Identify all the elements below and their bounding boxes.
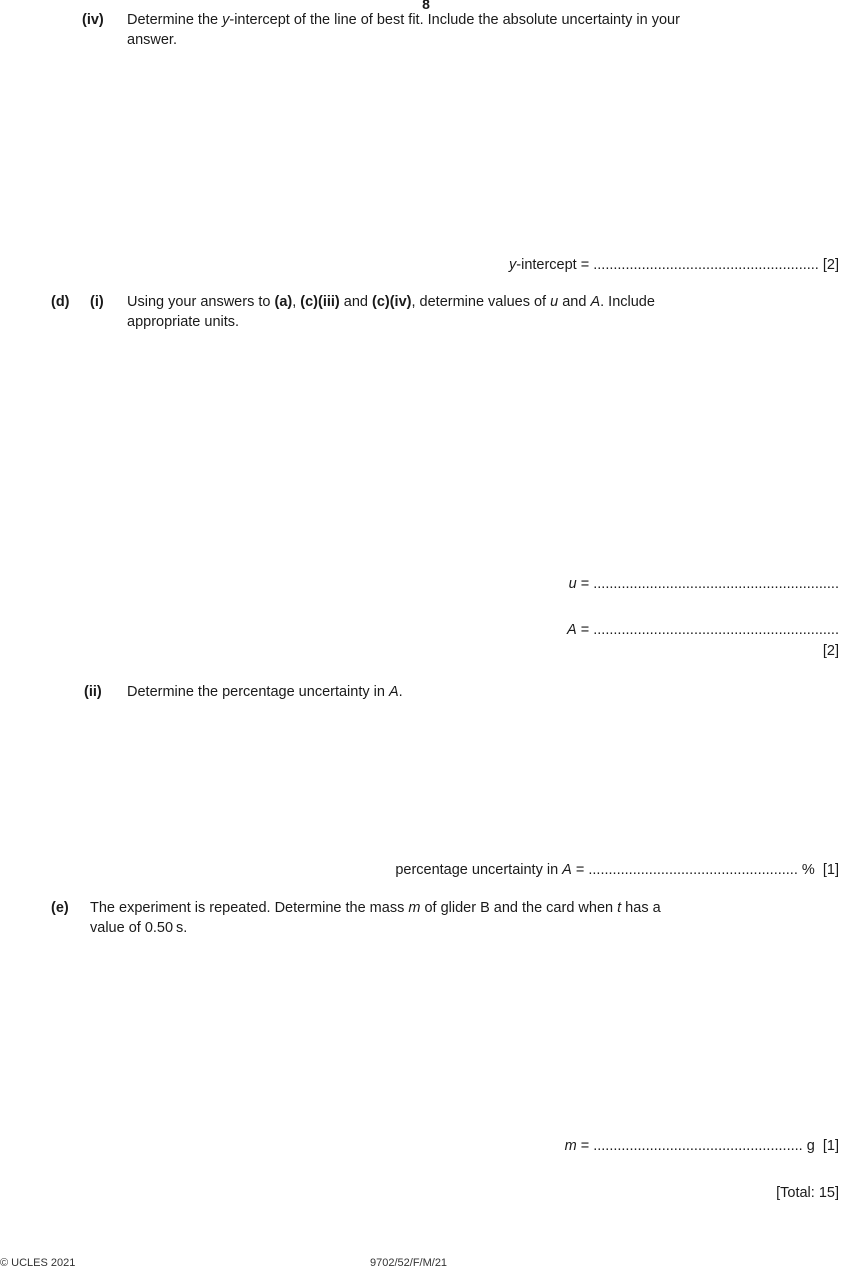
answer-line-m[interactable] bbox=[400, 1136, 839, 1156]
answer-label: -intercept = bbox=[516, 257, 594, 273]
answer-line-a[interactable] bbox=[400, 620, 839, 640]
answer-dots: .................................................... bbox=[588, 862, 798, 878]
answer-dots: ............................................................. bbox=[593, 576, 839, 592]
variable: A bbox=[562, 862, 572, 878]
variable: y bbox=[222, 12, 230, 28]
variable: u bbox=[550, 294, 559, 310]
text-run: Determine the bbox=[127, 12, 223, 28]
variable: u bbox=[568, 576, 577, 592]
question-iv-text bbox=[127, 10, 839, 50]
reference: (a) bbox=[274, 294, 293, 310]
reference: (c)(iii) bbox=[300, 294, 340, 310]
variable: y bbox=[509, 257, 517, 273]
question-d-ii-text bbox=[127, 682, 839, 702]
text-run: . Include bbox=[600, 294, 655, 310]
text-run: has a bbox=[621, 900, 661, 916]
answer-dots: ........................................................ bbox=[593, 257, 819, 273]
unit: % bbox=[801, 862, 815, 878]
variable: t bbox=[617, 900, 622, 916]
answer-dots: .................................................... bbox=[593, 1138, 803, 1154]
copyright: © UCLES 2021 bbox=[0, 1257, 76, 1269]
variable: A bbox=[590, 294, 601, 310]
text-run: and bbox=[558, 294, 591, 310]
text-run: of glider B and the card when bbox=[420, 900, 618, 916]
variable: A bbox=[388, 684, 399, 700]
variable: m bbox=[564, 1138, 577, 1154]
question-number-ii: (ii) bbox=[84, 684, 102, 700]
question-d-i-text bbox=[127, 292, 839, 332]
variable: A bbox=[567, 622, 577, 638]
question-number-iv: (iv) bbox=[82, 12, 104, 28]
answer-line-percentage-uncertainty[interactable] bbox=[200, 860, 839, 880]
text-run: appropriate units. bbox=[127, 314, 240, 330]
variable: m bbox=[408, 900, 421, 916]
text-run: -intercept of the line of best fit. Include the absolute uncertainty in your bbox=[229, 12, 680, 28]
answer-label: = bbox=[576, 1138, 594, 1154]
unit: g bbox=[806, 1138, 815, 1154]
part-letter-d: (d) bbox=[51, 294, 70, 310]
text-run: value of 0.50 s. bbox=[90, 920, 188, 936]
text-run: Determine the percentage uncertainty in bbox=[127, 684, 389, 700]
marks: [1] bbox=[822, 1138, 839, 1154]
total-marks: [Total: 15] bbox=[776, 1185, 839, 1201]
question-e-text bbox=[90, 898, 839, 938]
answer-dots: ............................................................. bbox=[593, 622, 839, 638]
text-run: , determine values of bbox=[411, 294, 551, 310]
text-run: . bbox=[398, 684, 403, 700]
text-run: The experiment is repeated. Determine the mass bbox=[90, 900, 409, 916]
answer-label: percentage uncertainty in bbox=[395, 862, 563, 878]
answer-line-u[interactable] bbox=[400, 574, 839, 594]
answer-label: = bbox=[571, 862, 589, 878]
marks-d-i: [2] bbox=[822, 643, 839, 659]
text-run: and bbox=[339, 294, 372, 310]
answer-line-y-intercept[interactable] bbox=[380, 255, 839, 275]
part-letter-e: (e) bbox=[51, 900, 69, 916]
answer-label: = bbox=[576, 622, 594, 638]
page-number: 8 bbox=[422, 0, 430, 12]
reference: (c)(iv) bbox=[372, 294, 412, 310]
marks: [2] bbox=[822, 257, 839, 273]
answer-label: = bbox=[576, 576, 594, 592]
text-run: answer. bbox=[127, 32, 177, 48]
text-run: Using your answers to bbox=[127, 294, 275, 310]
marks: [1] bbox=[822, 862, 839, 878]
question-number-i: (i) bbox=[90, 294, 104, 310]
paper-code: 9702/52/F/M/21 bbox=[370, 1257, 448, 1269]
text-run: , bbox=[292, 294, 301, 310]
